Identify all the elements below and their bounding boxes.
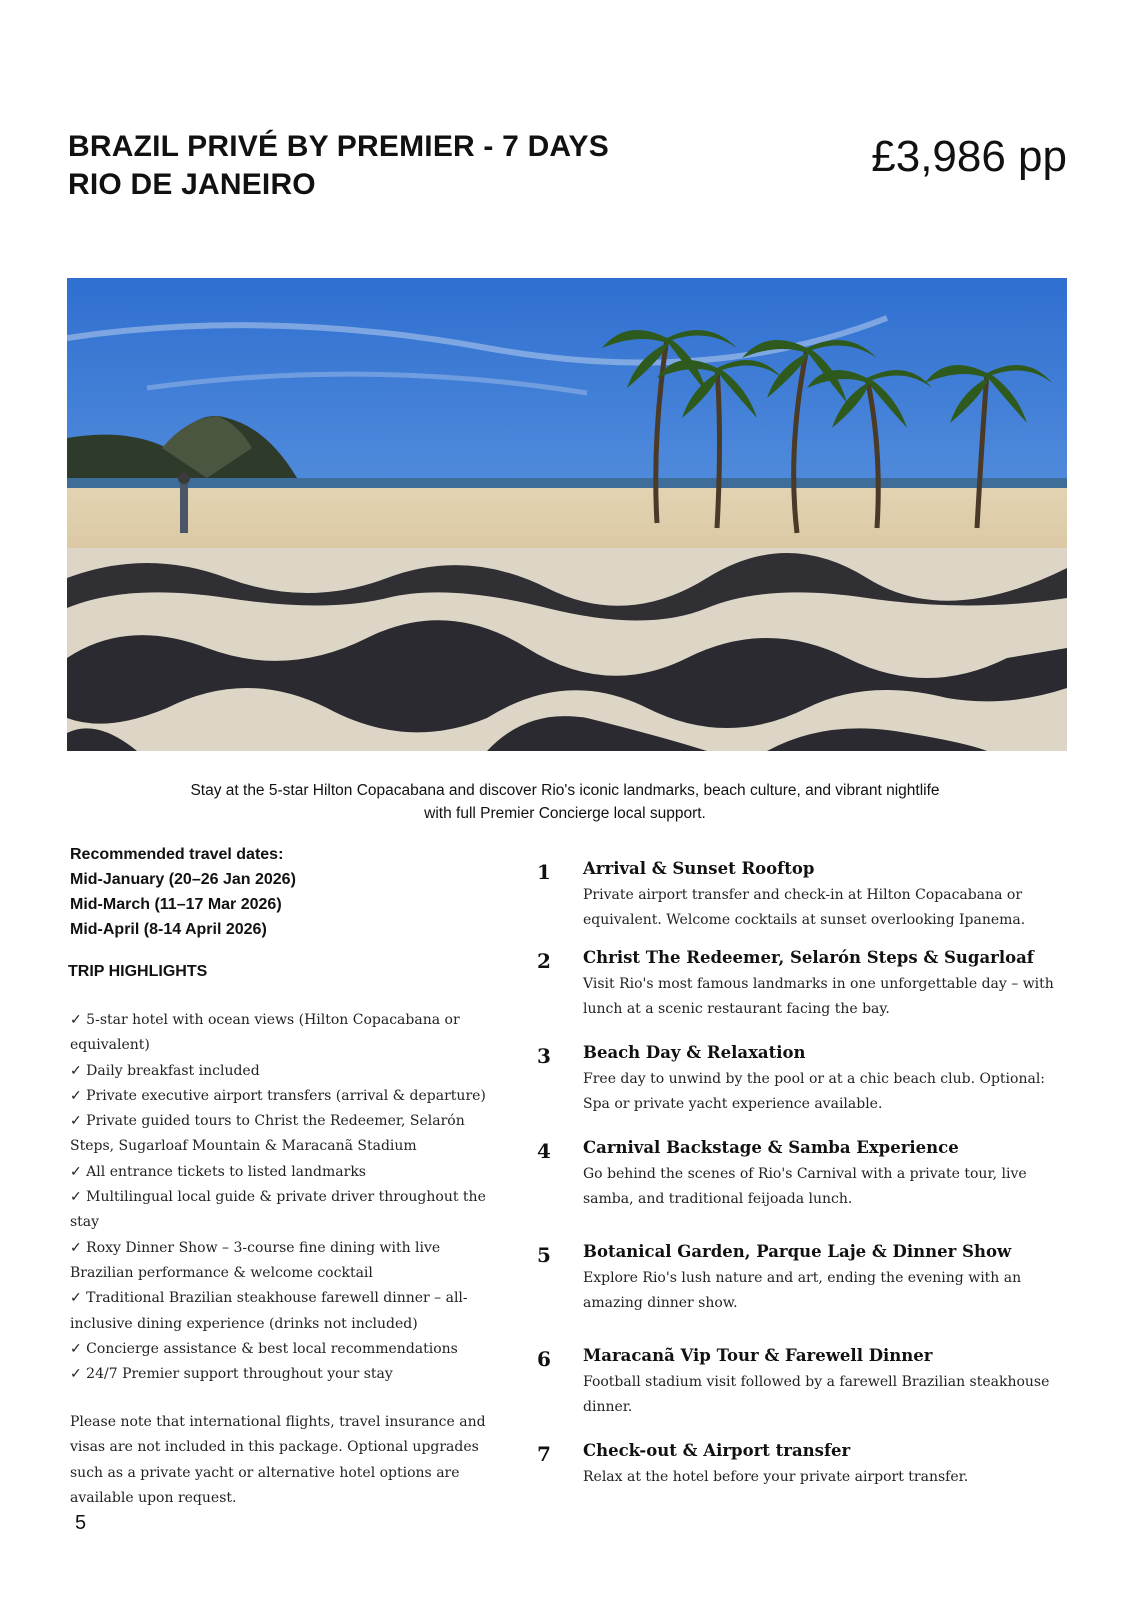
list-item: ✓ All entrance tickets to listed landmarks	[70, 1163, 366, 1180]
intro-text	[120, 779, 1010, 825]
package-note: Please note that international flights, travel insurance and visas are not included in this package. Optional upgrades such as a private yacht or alternative hotel options are available upon request.	[70, 1414, 486, 1506]
day-title: Arrival & Sunset Rooftop	[583, 859, 815, 878]
day-title: Beach Day & Relaxation	[583, 1043, 806, 1062]
travel-date-item: Mid-April (8-14 April 2026)	[70, 921, 267, 938]
day-number: 2	[537, 949, 551, 973]
title-line-2: RIO DE JANEIRO	[68, 168, 316, 201]
day-number: 6	[537, 1347, 551, 1371]
day-number: 4	[537, 1139, 551, 1163]
page-number: 5	[75, 1512, 87, 1534]
list-item: ✓ Roxy Dinner Show – 3-course fine dining with live Brazilian performance & welcome cocktail	[70, 1239, 441, 1281]
travel-date-item: Mid-January (20–26 Jan 2026)	[70, 871, 296, 888]
highlights-heading: TRIP HIGHLIGHTS	[68, 963, 208, 980]
list-item: ✓ 24/7 Premier support throughout your stay	[70, 1366, 393, 1383]
day-title: Carnival Backstage & Samba Experience	[583, 1138, 959, 1157]
day-description: Visit Rio's most famous landmarks in one unforgettable day – with lunch at a scenic restaurant facing the bay.	[583, 976, 1054, 1018]
hero-image	[67, 278, 1067, 751]
day-title: Botanical Garden, Parque Laje & Dinner Show	[583, 1242, 1012, 1261]
title-line-1: BRAZIL PRIVÉ BY PREMIER - 7 DAYS	[68, 130, 609, 163]
list-item: ✓ Private guided tours to Christ the Redeemer, Selarón Steps, Sugarloaf Mountain & Maracanã Stadium	[70, 1113, 465, 1155]
day-title: Maracanã Vip Tour & Farewell Dinner	[583, 1346, 933, 1365]
travel-dates	[70, 842, 510, 942]
list-item: ✓ Daily breakfast included	[70, 1062, 260, 1079]
day-number: 3	[537, 1044, 551, 1068]
travel-date-item: Mid-March (11–17 Mar 2026)	[70, 896, 282, 913]
list-item: ✓ 5-star hotel with ocean views (Hilton Copacabana or equivalent)	[70, 1012, 460, 1054]
list-item: ✓ Private executive airport transfers (arrival & departure)	[70, 1087, 486, 1104]
list-item: ✓ Traditional Brazilian steakhouse farewell dinner – all-inclusive dining experience (drinks not included)	[70, 1290, 468, 1332]
page-title	[68, 128, 688, 204]
day-description: Private airport transfer and check-in at Hilton Copacabana or equivalent. Welcome cocktails at sunset overlooking Ipanema.	[583, 887, 1026, 929]
travel-dates-heading: Recommended travel dates:	[70, 846, 284, 863]
list-item: ✓ Concierge assistance & best local recommendations	[70, 1340, 458, 1357]
price: £3,986 pp	[871, 132, 1067, 181]
highlights-list	[70, 1008, 490, 1387]
day-description: Explore Rio's lush nature and art, ending the evening with an amazing dinner show.	[583, 1270, 1022, 1312]
day-number: 1	[537, 860, 551, 884]
day-description: Go behind the scenes of Rio's Carnival with a private tour, live samba, and traditional feijoada lunch.	[583, 1166, 1027, 1208]
day-title: Christ The Redeemer, Selarón Steps & Sugarloaf	[583, 948, 1034, 967]
day-title: Check-out & Airport transfer	[583, 1441, 851, 1460]
intro-line-2: with full Premier Concierge local support.	[424, 805, 706, 822]
day-description: Football stadium visit followed by a farewell Brazilian steakhouse dinner.	[583, 1374, 1050, 1416]
list-item: ✓ Multilingual local guide & private driver throughout the stay	[70, 1189, 486, 1231]
intro-line-1: Stay at the 5-star Hilton Copacabana and discover Rio's iconic landmarks, beach culture, and vibrant nightlife	[190, 782, 940, 799]
day-description: Relax at the hotel before your private airport transfer.	[583, 1469, 969, 1485]
day-number: 5	[537, 1243, 551, 1267]
day-number: 7	[537, 1442, 551, 1466]
day-description: Free day to unwind by the pool or at a chic beach club. Optional: Spa or private yacht experience available.	[583, 1071, 1046, 1113]
copacabana-beach-photo	[67, 278, 1067, 751]
